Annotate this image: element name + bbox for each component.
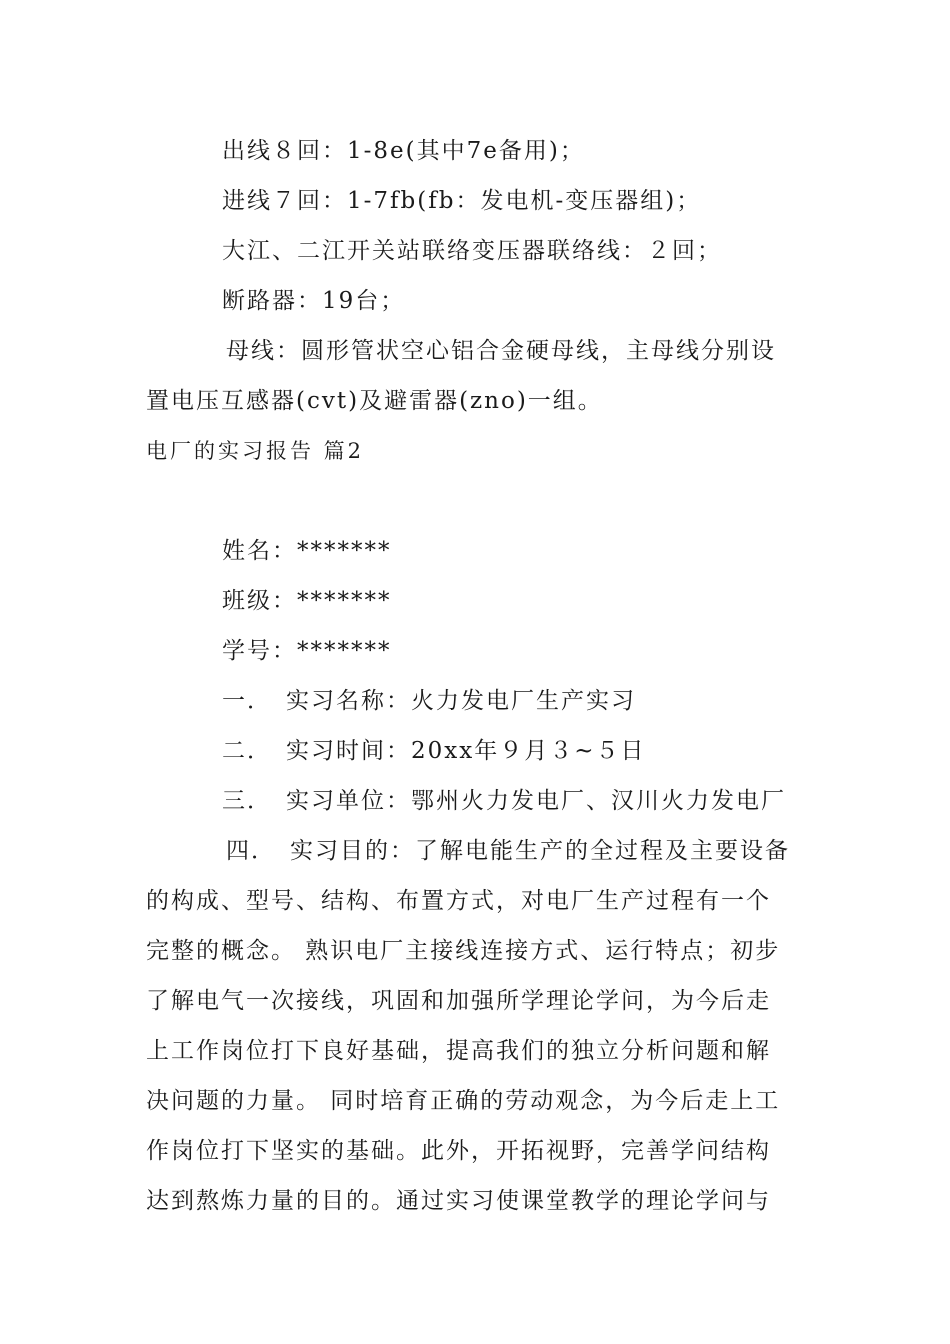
student-name: 姓名：******* bbox=[222, 538, 392, 564]
section-title: 电厂的实习报告 篇2 bbox=[146, 439, 365, 463]
tie-lines-text: 大江、二江开关站联络变压器联络线：２回； bbox=[222, 238, 722, 264]
incoming-lines-text: 进线７回：1-7fb(fb：发电机-变压器组)； bbox=[222, 188, 702, 214]
purpose-first-line bbox=[226, 836, 790, 866]
purpose-line: 的构成、型号、结构、布置方式，对电厂生产过程有一个 bbox=[146, 888, 771, 914]
purpose-line: 作岗位打下坚实的基础。此外，开拓视野，完善学问结构 bbox=[146, 1138, 771, 1164]
breakers-text: 断路器：19台； bbox=[222, 288, 406, 314]
purpose-line: 达到熬炼力量的目的。通过实习使课堂教学的理论学问与 bbox=[146, 1188, 771, 1214]
purpose-line: 了解电气一次接线，巩固和加强所学理论学问，为今后走 bbox=[146, 988, 771, 1014]
busbar-text-line1: 母线：圆形管状空心铝合金硬母线，主母线分别设 bbox=[226, 338, 776, 364]
list-item bbox=[222, 736, 645, 766]
list-item bbox=[222, 686, 636, 716]
list-item-text: 实习单位：鄂州火力发电厂、汉川火力发电厂 bbox=[286, 788, 786, 814]
student-class: 班级：******* bbox=[222, 588, 392, 614]
purpose-line: 决问题的力量。 同时培育正确的劳动观念，为今后走上工 bbox=[146, 1088, 781, 1114]
purpose-line: 完整的概念。 熟识电厂主接线连接方式、运行特点；初步 bbox=[146, 938, 781, 964]
student-id: 学号：******* bbox=[222, 638, 392, 664]
busbar-text-line2: 置电压互感器(cvt)及避雷器(zno)一组。 bbox=[146, 388, 603, 414]
list-item-number: 一． bbox=[222, 688, 272, 714]
list-item bbox=[222, 786, 786, 816]
list-item-number: 三． bbox=[222, 788, 272, 814]
list-item-text: 实习名称：火力发电厂生产实习 bbox=[286, 688, 636, 714]
outgoing-lines-text: 出线８回：1-8e(其中7e备用)； bbox=[222, 138, 585, 164]
purpose-first-text: 实习目的：了解电能生产的全过程及主要设备 bbox=[290, 838, 790, 864]
purpose-line: 上工作岗位打下良好基础，提高我们的独立分析问题和解 bbox=[146, 1038, 771, 1064]
list-item-number: 四． bbox=[226, 838, 276, 864]
list-item-text: 实习时间：20xx年９月３~５日 bbox=[286, 738, 646, 764]
list-item-number: 二． bbox=[222, 738, 272, 764]
